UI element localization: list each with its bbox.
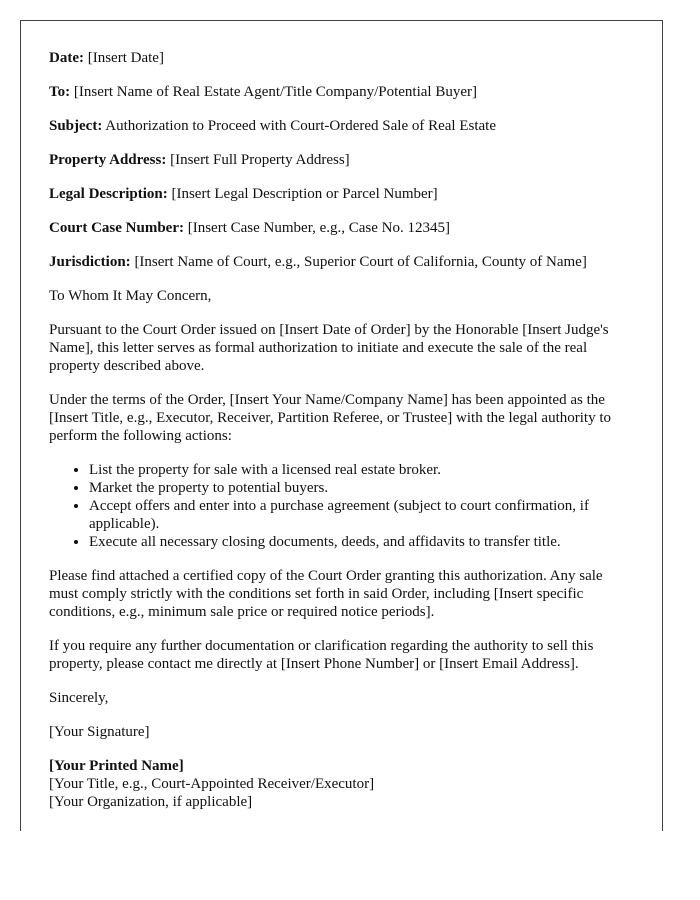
list-item: • List the property for sale with a licensed real estate broker. bbox=[89, 461, 634, 479]
jurisdiction-field: Jurisdiction: [Insert Name of Court, e.g., Superior Court of California, County of Name] bbox=[49, 254, 587, 270]
organization-line: [Your Organization, if applicable] bbox=[49, 794, 253, 810]
subject-field: Subject: Authorization to Proceed with Court-Ordered Sale of Real Estate bbox=[49, 118, 496, 134]
actions-list bbox=[49, 461, 634, 551]
list-item: • Market the property to potential buyers. bbox=[89, 479, 634, 497]
body-paragraph: Pursuant to the Court Order issued on [Insert Date of Order] by the Honorable [Insert Judge's Name], this letter serves as formal authorization to initiate and execute the sale of the real property described above. bbox=[49, 322, 609, 374]
body-paragraph: If you require any further documentation or clarification regarding the authority to sell this property, please contact me directly at [Insert Phone Number] or [Insert Email Address]. bbox=[49, 638, 594, 672]
body-paragraph: Please find attached a certified copy of the Court Order granting this authorization. Any sale must comply strictly with the conditions set forth in said Order, including [Insert specific conditions, e.g., minimum sale price or required notice periods]. bbox=[49, 568, 603, 620]
court-case-number-field: Court Case Number: [Insert Case Number, e.g., Case No. 12345] bbox=[49, 220, 450, 236]
letter-page bbox=[20, 20, 663, 831]
body-paragraph: Under the terms of the Order, [Insert Your Name/Company Name] has been appointed as the [Insert Title, e.g., Executor, Receiver, Partition Referee, or Trustee] with the legal authority to perform the following actions: bbox=[49, 392, 611, 444]
property-address-field: Property Address: [Insert Full Property Address] bbox=[49, 152, 350, 168]
salutation: To Whom It May Concern, bbox=[49, 288, 212, 304]
legal-description-field: Legal Description: [Insert Legal Description or Parcel Number] bbox=[49, 186, 438, 202]
list-item: • Accept offers and enter into a purchase agreement (subject to court confirmation, if applicable). bbox=[89, 497, 634, 533]
date-field: Date: [Insert Date] bbox=[49, 50, 164, 66]
printed-name: [Your Printed Name] bbox=[49, 758, 184, 774]
to-field: To: [Insert Name of Real Estate Agent/Title Company/Potential Buyer] bbox=[49, 84, 477, 100]
list-item: • Execute all necessary closing documents, deeds, and affidavits to transfer title. bbox=[89, 533, 634, 551]
signature: [Your Signature] bbox=[49, 724, 150, 740]
title-line: [Your Title, e.g., Court-Appointed Receiver/Executor] bbox=[49, 776, 375, 792]
signoff: Sincerely, bbox=[49, 690, 109, 706]
